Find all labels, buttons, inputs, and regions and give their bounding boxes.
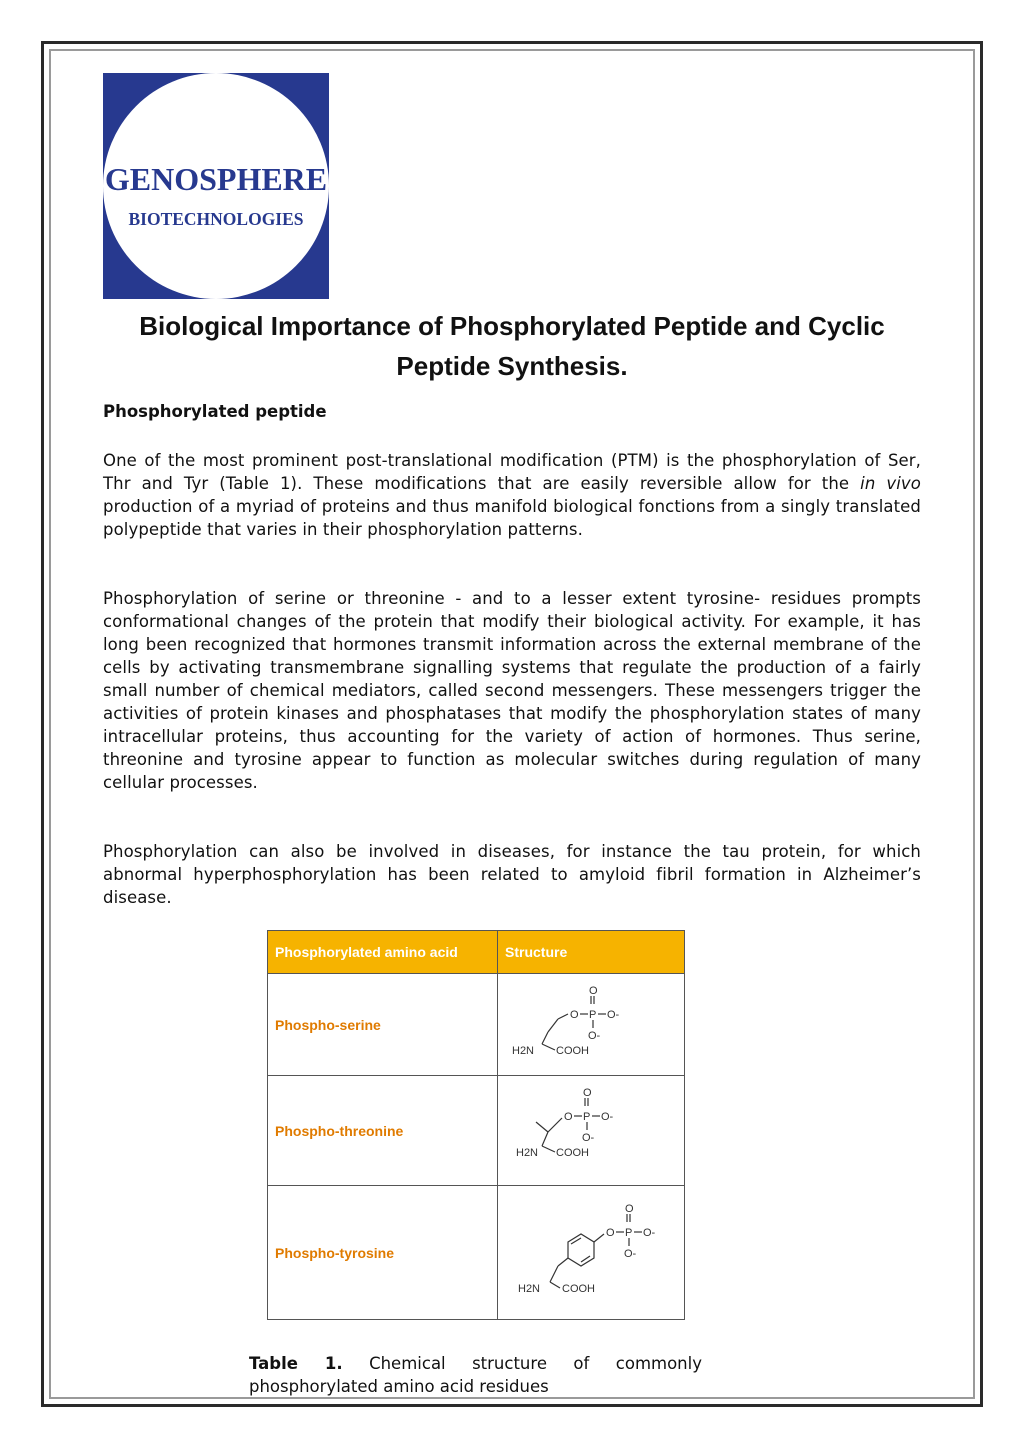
table-row [268,1076,685,1186]
paragraph-serine-threonine: Phosphorylation of serine or threonine - and to a lesser extent tyrosine- residues prompts conformational changes of the protein that modify their biological activity. For example, it has long been recognized that hormones transmit information across the external membrane of the cells by activating transmembrane signalling systems that regulate the production of a fairly small number of chemical mediators, called second messengers. These messengers trigger the activities of protein kinases and phosphatases that modify the phosphorylation states of many intracellular proteins, thus accounting for the variety of action of hormones. Thus serine, threonine and tyrosine appear to function as molecular switches during regulation of many cellular processes. [103,589,921,792]
table-header-amino-acid: Phosphorylated amino acid [268,931,498,974]
table-row [268,974,685,1076]
chem-carboxyl: COOH [556,1147,589,1159]
chem-o-minus: O- [588,1030,601,1042]
paragraph-diseases: Phosphorylation can also be involved in diseases, for instance the tau protein, for which abnormal hyperphosphorylation has been related to amyloid fibril formation in Alzheimer’s disease. [103,842,921,907]
chem-o-minus: O- [624,1248,637,1260]
title-line-1: Biological Importance of Phosphorylated Peptide and Cyclic [139,311,885,341]
phospho-serine-structure [498,974,685,1076]
p1-text-a: One of the most prominent post-translational modification (PTM) is the phosphorylation of Ser, Thr and Tyr (Table 1). These modifications that are easily reversible allow for the [103,451,921,493]
row-name-phospho-threonine: Phospho-threonine [268,1076,498,1186]
phospho-tyrosine-structure [498,1186,685,1320]
p1-italic: in vivo [860,474,921,493]
table-row [268,1186,685,1320]
chem-amine: H2N [518,1283,541,1295]
chem-carboxyl: COOH [562,1283,595,1295]
phospho-threonine-structure [498,1076,685,1186]
chem-phosphorus: P [583,1111,591,1123]
chem-o-minus: O- [643,1227,656,1239]
chem-o-minus: O- [582,1132,595,1144]
chem-oxygen: O [564,1111,573,1123]
caption-label: Table 1. [249,1354,343,1373]
chem-oxygen: O [625,1203,634,1215]
chem-amine: H2N [516,1147,539,1159]
genosphere-logo [103,73,329,299]
document-title [103,306,921,386]
chem-o-minus: O- [607,1009,620,1021]
logo-text-biotechnologies: BIOTECHNOLOGIES [128,209,304,229]
table-header-row [268,931,685,974]
table-header-structure: Structure [498,931,685,974]
row-name-phospho-tyrosine: Phospho-tyrosine [268,1186,498,1320]
chem-phosphorus: P [589,1009,597,1021]
chem-amine: H2N [512,1045,535,1057]
chem-carboxyl: COOH [556,1045,589,1057]
chem-oxygen: O [606,1227,615,1239]
logo-text-genosphere: GENOSPHERE [104,161,328,197]
chem-oxygen: O [570,1009,579,1021]
title-line-2: Peptide Synthesis. [396,351,628,381]
paragraph-ptm [103,449,921,541]
p1-text-b: production of a myriad of proteins and thus manifold biological fonctions from a singly translated polypeptide that varies in their phosphorylation patterns. [103,497,921,539]
section-heading: Phosphorylated peptide [103,402,327,421]
chem-o-minus: O- [601,1111,614,1123]
caption-text: Chemical structure of commonly phosphorylated amino acid residues [249,1354,702,1396]
chem-phosphorus: P [625,1227,633,1239]
chem-oxygen: O [589,985,598,997]
row-name-phospho-serine: Phospho-serine [268,974,498,1076]
phospho-amino-acid-table [267,930,685,1320]
table-caption [249,1352,702,1398]
chem-oxygen: O [583,1087,592,1099]
